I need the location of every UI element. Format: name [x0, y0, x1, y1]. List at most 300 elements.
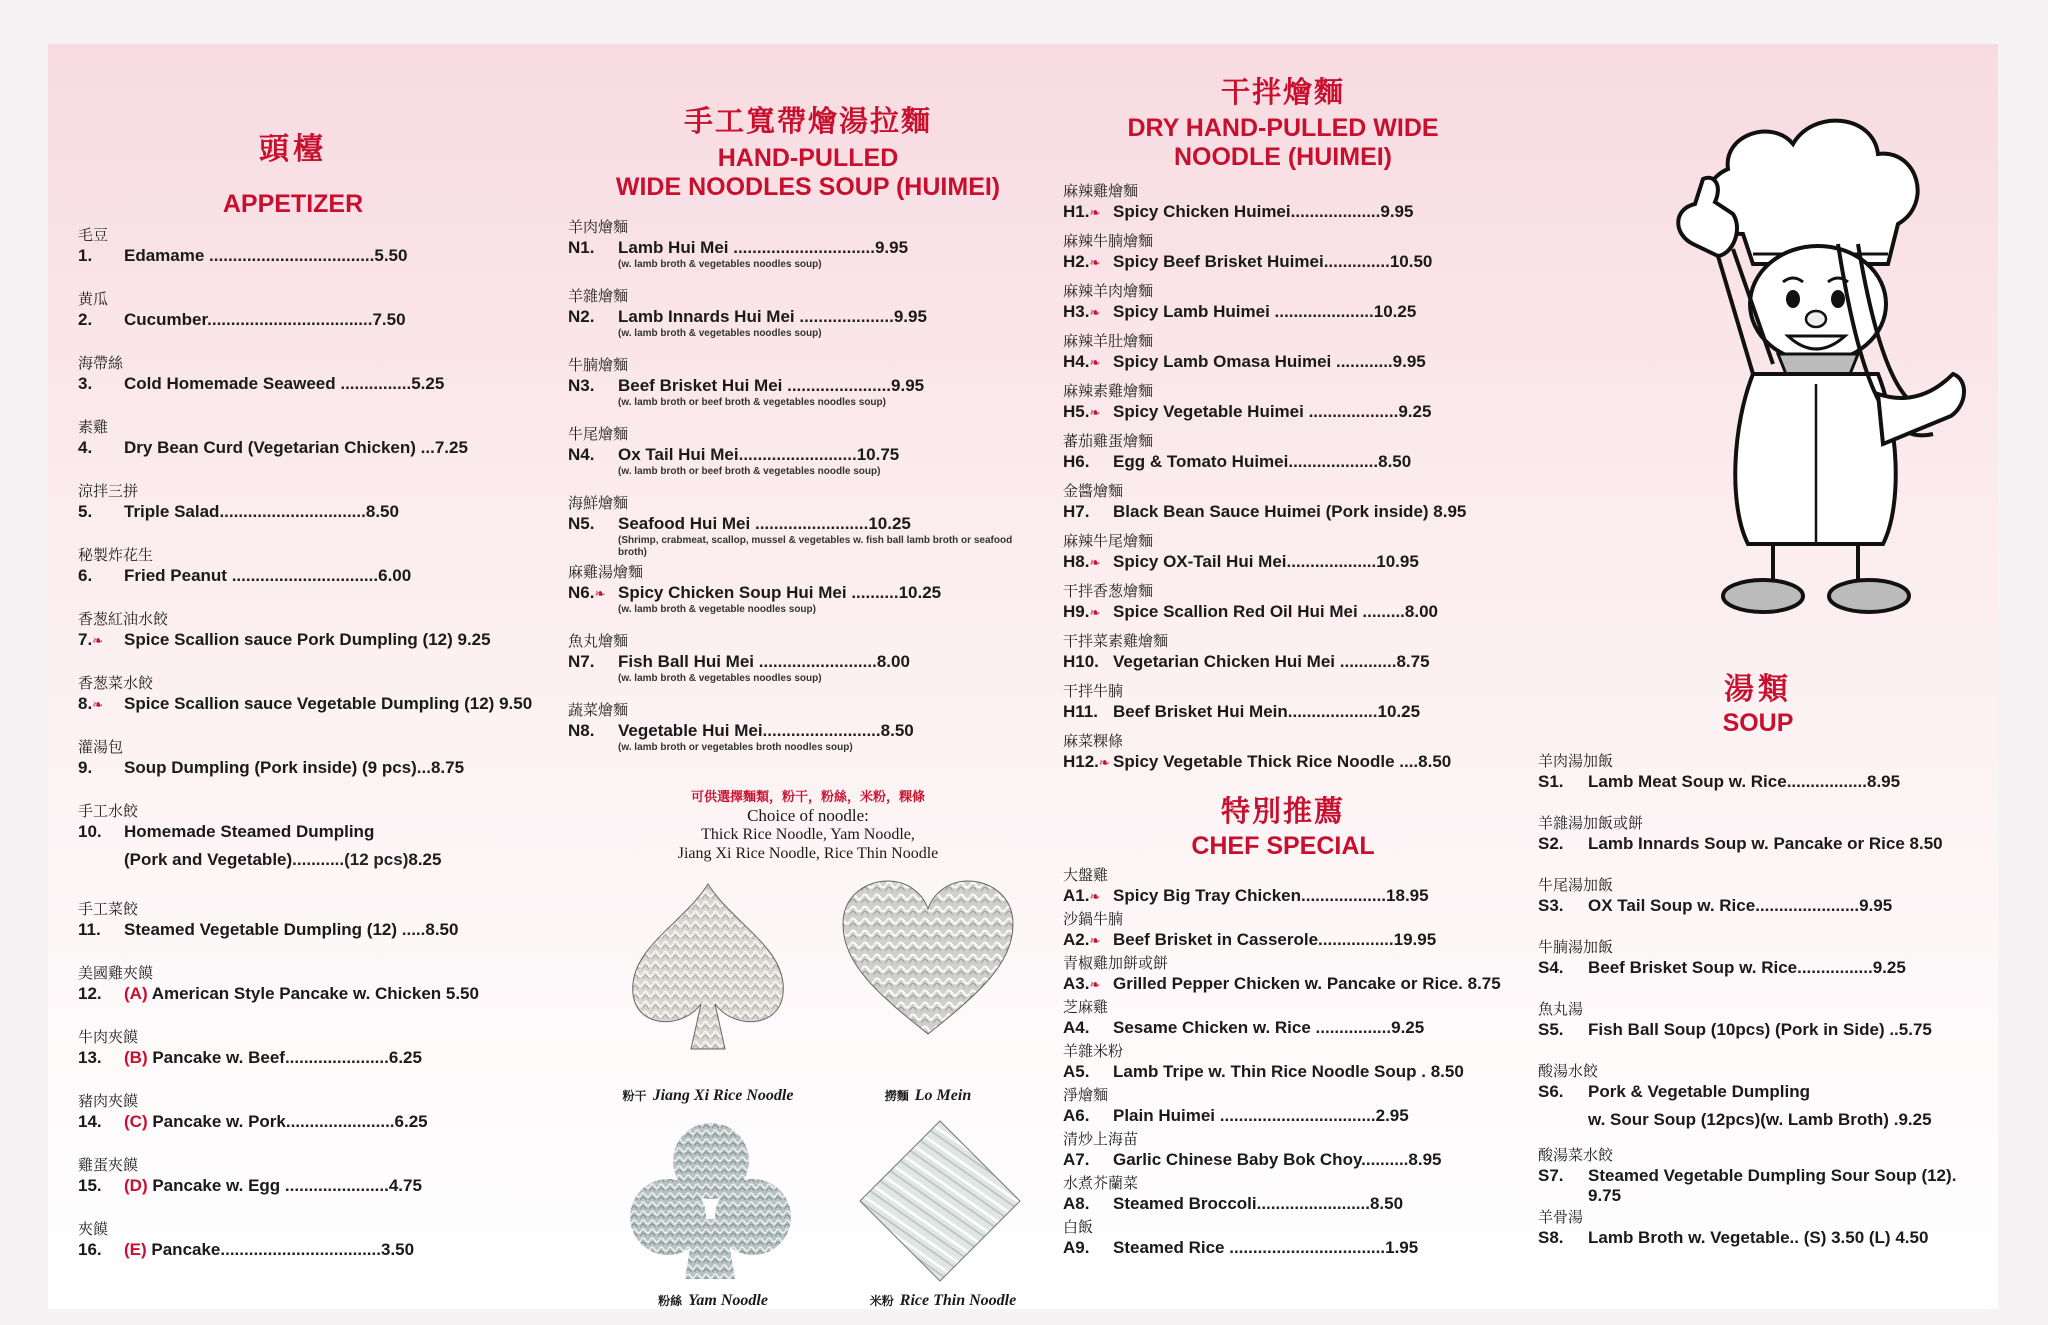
- item-cn-name: 麻雞湯燴麵: [568, 563, 644, 581]
- item-text: [1113, 252, 1493, 272]
- item-row: [78, 822, 548, 870]
- menu-item: [568, 699, 1038, 768]
- item-tag: (E): [124, 1240, 152, 1259]
- item-line2: [124, 850, 548, 870]
- item-row: [1063, 252, 1493, 272]
- item-price: 9.25: [1391, 1018, 1425, 1037]
- item-price: 8.75: [430, 758, 465, 777]
- menu-sheet: [48, 44, 1998, 1309]
- menu-item: [1063, 380, 1493, 430]
- item-name: Lamb Broth w. Vegetable.. (S) 3.50 (L): [1588, 1228, 1896, 1247]
- item-price: 8.50: [1369, 1194, 1404, 1213]
- chef-mascot-icon: [1633, 104, 1973, 624]
- item-text: [1113, 302, 1493, 322]
- item-number: H11.: [1063, 702, 1098, 721]
- item-price: 8.25: [408, 850, 442, 869]
- item-dots: ............: [1339, 652, 1397, 671]
- item-cn-name: 毛豆: [78, 226, 109, 244]
- item-number: H3.❧: [1063, 302, 1101, 321]
- item-name: Fish Ball Hui Mei: [618, 652, 759, 671]
- item-number: 12.: [78, 984, 102, 1003]
- item-line: [1113, 752, 1493, 772]
- item-dots: ...............................: [231, 566, 379, 585]
- menu-item: [1063, 680, 1493, 730]
- item-price: 8.50: [1909, 834, 1943, 853]
- item-text: [1113, 552, 1493, 572]
- item-line: [618, 445, 1038, 465]
- item-price: 9.75: [1588, 1186, 1622, 1205]
- item-text: [1588, 1082, 1988, 1130]
- item-cn-name: 羊骨湯: [1538, 1208, 1584, 1226]
- item-number: A8.: [1063, 1194, 1090, 1213]
- menu-item: [1063, 430, 1493, 480]
- item-cn-name: 羊肉燴麵: [568, 218, 629, 236]
- item-cn-name: 灌湯包: [78, 738, 124, 756]
- item-dots: ...........(12 pcs): [292, 850, 409, 869]
- item-name: Pork & Vegetable Dumpling: [1588, 1082, 1810, 1101]
- item-dots: ............: [1335, 352, 1393, 371]
- menu-item: [78, 416, 548, 480]
- item-number: N4.: [568, 445, 595, 464]
- menu-item: [1063, 530, 1493, 580]
- item-name: Beef Brisket Hui Mein: [1113, 702, 1288, 721]
- item-name: Pancake w. Pork: [152, 1112, 286, 1131]
- item-dots: ................: [1797, 958, 1873, 977]
- item-line: [1588, 1082, 1988, 1102]
- item-cn-name: 牛腩燴麵: [568, 356, 629, 374]
- item-row: [1063, 402, 1493, 422]
- item-price: 9.25: [1872, 958, 1906, 977]
- item-text: [1113, 452, 1493, 472]
- item-text: [124, 920, 548, 940]
- item-tag: (D): [124, 1176, 153, 1195]
- item-text: [124, 694, 548, 714]
- item-line: [1113, 886, 1503, 906]
- item-line: [1113, 1238, 1503, 1258]
- item-row: [568, 376, 1038, 409]
- item-cn-name: 淨燴麵: [1063, 1086, 1109, 1104]
- item-row: [1538, 1228, 1988, 1248]
- menu-item: [1538, 936, 1988, 998]
- item-number: A7.: [1063, 1150, 1090, 1169]
- item-line: [1588, 1166, 1988, 1206]
- item-name: Spicy Chicken Soup Hui Mei: [618, 583, 852, 602]
- item-line: [1113, 552, 1493, 572]
- chili-pepper-icon: ❧: [1089, 205, 1101, 220]
- item-number: S7.: [1538, 1166, 1564, 1185]
- item-description: (w. lamb broth or beef broth & vegetables noodles soup): [618, 397, 886, 408]
- item-price: 9.50: [499, 694, 533, 713]
- item-dots: ...............................: [219, 502, 366, 521]
- noodle-soup-title: [568, 144, 1048, 202]
- item-row: [78, 758, 548, 778]
- item-cn-name: 酸湯菜水餃: [1538, 1146, 1614, 1164]
- item-cn-name: 酸湯水餃: [1538, 1062, 1599, 1080]
- item-dots: ...................: [1290, 202, 1381, 221]
- noodle-choice: [568, 806, 1048, 863]
- menu-item: [1063, 864, 1503, 908]
- club-noodle-picture: [623, 1119, 798, 1284]
- item-cn-name: 麻辣羊肉燴麵: [1063, 282, 1154, 300]
- item-line: [124, 1240, 548, 1260]
- item-line: [124, 1176, 548, 1196]
- item-number: H10.: [1063, 652, 1099, 671]
- menu-item: [568, 285, 1038, 354]
- chili-pepper-icon: ❧: [1089, 889, 1101, 904]
- item-number: N2.: [568, 307, 595, 326]
- item-name: Spicy Vegetable Thick Rice Noodle: [1113, 752, 1400, 771]
- rice-thin-noodle-caption: [838, 1292, 1048, 1310]
- item-cn-name: 香葱紅油水餃: [78, 610, 169, 628]
- item-line: [1113, 602, 1493, 622]
- item-price: 9.95: [1859, 896, 1893, 915]
- item-line2: [1588, 1110, 1988, 1130]
- item-name-line2: w. Sour Soup (12pcs)(w. Lamb Broth): [1588, 1110, 1894, 1129]
- item-text: [124, 1048, 548, 1068]
- item-name: Ox Tail Hui Mei: [618, 445, 739, 464]
- menu-item: [1063, 630, 1493, 680]
- item-line: [1588, 772, 1988, 792]
- item-row: [568, 652, 1038, 685]
- item-description: (w. lamb broth & vegetables noodles soup): [618, 328, 822, 339]
- item-description: (Shrimp, crabmeat, scallop, mussel & vegetables w. fish ball lamb broth or seafood broth): [618, 535, 1013, 558]
- item-text: [124, 502, 548, 522]
- item-cn-name: 魚丸湯: [1538, 1000, 1584, 1018]
- item-number: A1.❧: [1063, 886, 1101, 905]
- item-name: Pancake w. Egg: [152, 1176, 285, 1195]
- item-name: Steamed Broccoli: [1113, 1194, 1257, 1213]
- item-name: Pancake: [151, 1240, 221, 1259]
- item-row: [78, 920, 548, 940]
- item-line: [124, 502, 548, 522]
- item-text: [618, 721, 1038, 754]
- item-text: [1113, 974, 1503, 994]
- item-cn-name: 干拌牛腩: [1063, 682, 1124, 700]
- item-name: Spicy Chicken Huimei: [1113, 202, 1291, 221]
- item-tag: (C): [124, 1112, 153, 1131]
- caption-cn: 米粉: [869, 1294, 894, 1308]
- item-dots: ....................: [799, 307, 894, 326]
- menu-item: [1538, 812, 1988, 874]
- item-line: [618, 514, 1038, 534]
- item-line: [1113, 702, 1493, 722]
- item-cn-name: 牛尾湯加飯: [1538, 876, 1614, 894]
- item-cn-name: 金醬燴麵: [1063, 482, 1124, 500]
- item-price: 3.50: [380, 1240, 415, 1259]
- item-row: [78, 1240, 548, 1260]
- item-row: [568, 583, 1038, 616]
- item-dots: .....: [401, 920, 426, 939]
- item-name: Homemade Steamed Dumpling: [124, 822, 375, 841]
- item-dots: ..........: [1361, 1150, 1409, 1169]
- menu-item: [78, 736, 548, 800]
- soup-cn-title: 湯類: [1724, 672, 1792, 707]
- item-price: 8.50: [880, 721, 914, 740]
- menu-item: [1063, 1040, 1503, 1084]
- item-name: Dry Bean Curd (Vegetarian Chicken): [124, 438, 421, 457]
- item-number: H1.❧: [1063, 202, 1101, 221]
- item-name: Vegetarian Chicken Hui Mei: [1113, 652, 1340, 671]
- menu-item: [1538, 1206, 1988, 1268]
- item-line: [618, 376, 1038, 396]
- item-row: [78, 984, 548, 1004]
- item-dots: ..............................: [733, 238, 875, 257]
- item-text: [1113, 1238, 1503, 1258]
- item-cn-name: 羊雜燴麵: [568, 287, 629, 305]
- menu-item: [1538, 1144, 1988, 1206]
- item-name: Steamed Vegetable Dumpling Sour Soup (12): [1588, 1166, 1952, 1185]
- item-number: N5.: [568, 514, 595, 533]
- menu-item: [78, 898, 548, 962]
- item-dots: ..........: [851, 583, 899, 602]
- item-dots: .........: [1362, 602, 1405, 621]
- item-line: [1113, 930, 1503, 950]
- item-row: [78, 502, 548, 522]
- item-line: [1588, 1228, 1988, 1248]
- item-price: 10.25: [1373, 302, 1417, 321]
- item-line: [618, 583, 1038, 603]
- item-number: H12.❧: [1063, 752, 1110, 771]
- item-text: [618, 376, 1038, 409]
- item-cn-name: 牛腩湯加飯: [1538, 938, 1614, 956]
- item-line: [124, 246, 548, 266]
- item-number: 1.: [78, 246, 93, 265]
- appetizer-list: [78, 224, 548, 1282]
- item-price: 10.25: [1377, 702, 1421, 721]
- item-dots: ........................: [754, 514, 869, 533]
- item-dots: ..: [1889, 1020, 1899, 1039]
- noodle-soup-list: [568, 216, 1038, 768]
- item-tag: (A): [124, 984, 152, 1003]
- item-dots: ..................: [1301, 886, 1387, 905]
- item-row: [1063, 1150, 1503, 1170]
- item-cn-name: 羊雜米粉: [1063, 1042, 1124, 1060]
- item-price: 7.50: [372, 310, 406, 329]
- item-dots: ...................................: [207, 310, 373, 329]
- item-cn-name: 干拌菜素雞燴麵: [1063, 632, 1169, 650]
- item-text: [1113, 502, 1493, 522]
- item-name: Spicy OX-Tail Hui Mei: [1113, 552, 1287, 571]
- item-number: S8.: [1538, 1228, 1564, 1247]
- diamond-noodle-picture: [858, 1119, 1023, 1284]
- item-text: [124, 310, 548, 330]
- item-dots: ...................: [1286, 552, 1377, 571]
- item-line: [124, 438, 548, 458]
- item-row: [1063, 1194, 1503, 1214]
- item-text: [1113, 352, 1493, 372]
- yam-noodle-caption: [618, 1292, 808, 1310]
- item-cn-name: 白飯: [1063, 1218, 1094, 1236]
- item-price: 8.95: [1433, 502, 1467, 521]
- item-name: Lamb Meat Soup w. Rice: [1588, 772, 1787, 791]
- item-number: 16.: [78, 1240, 102, 1259]
- item-row: [78, 310, 548, 330]
- item-row: [1063, 702, 1493, 722]
- item-price: 8.75: [1396, 652, 1430, 671]
- appetizer-title: APPETIZER: [222, 190, 364, 218]
- item-name: Spicy Beef Brisket Huimei: [1113, 252, 1324, 271]
- item-row: [568, 445, 1038, 478]
- item-number: 10.: [78, 822, 102, 841]
- item-name: Spice Scallion Red Oil Hui Mei: [1113, 602, 1363, 621]
- menu-item: [1063, 908, 1503, 952]
- item-dots: .......................: [285, 1112, 395, 1131]
- item-cn-name: 羊肉湯加飯: [1538, 752, 1614, 770]
- item-price: 1.95: [1385, 1238, 1419, 1257]
- dry-noodle-title: [1063, 114, 1503, 172]
- item-text: [1113, 702, 1493, 722]
- item-line: [124, 694, 548, 714]
- noodle-choice-title: Choice of noodle:: [747, 806, 869, 825]
- noodle-soup-title-line2: WIDE NOODLES SOUP (HUIMEI): [615, 172, 1001, 201]
- item-text: [1588, 958, 1988, 978]
- item-cn-name: 麻辣牛尾燴麵: [1063, 532, 1154, 550]
- item-text: [1113, 202, 1493, 222]
- item-dots: ................: [1315, 1018, 1392, 1037]
- item-price: 18.95: [1386, 886, 1429, 905]
- menu-item: [1538, 1060, 1988, 1144]
- item-name: Lamb Innards Hui Mei: [618, 307, 800, 326]
- item-name: Grilled Pepper Chicken w. Pancake or Rice: [1113, 974, 1459, 993]
- item-text: [124, 984, 548, 1004]
- item-text: [1588, 896, 1988, 916]
- menu-item: [78, 288, 548, 352]
- item-row: [1063, 502, 1493, 522]
- item-row: [1063, 352, 1493, 372]
- item-cn-name: 牛尾燴麵: [568, 425, 629, 443]
- item-price: 5.50: [374, 246, 408, 265]
- item-dots: ..................................: [220, 1240, 381, 1259]
- item-dots: ...................: [1288, 452, 1379, 471]
- item-line: [124, 1112, 548, 1132]
- item-number: H4.❧: [1063, 352, 1101, 371]
- menu-item: [1063, 180, 1493, 230]
- item-row: [568, 721, 1038, 754]
- item-line: [1113, 974, 1503, 994]
- item-dots: .....................: [1274, 302, 1374, 321]
- item-description: (w. lamb broth & vegetables noodles soup): [618, 673, 822, 684]
- menu-item: [1063, 230, 1493, 280]
- item-number: 7.❧: [78, 630, 104, 649]
- item-dots: ...................: [1308, 402, 1399, 421]
- item-text: [618, 238, 1038, 271]
- item-number: N6.❧: [568, 583, 606, 602]
- item-line: [124, 310, 548, 330]
- item-text: [1113, 1062, 1503, 1082]
- item-number: 2.: [78, 310, 93, 329]
- item-name: Vegetable Hui Mei: [618, 721, 763, 740]
- item-cn-name: 魚丸燴麵: [568, 632, 629, 650]
- menu-item: [1063, 952, 1503, 996]
- item-row: [1538, 1166, 1988, 1206]
- menu-item: [78, 480, 548, 544]
- menu-item: [78, 1090, 548, 1154]
- item-line: [1113, 1194, 1503, 1214]
- item-text: [1588, 1166, 1988, 1206]
- item-text: [124, 1112, 548, 1132]
- chili-pepper-icon: ❧: [1098, 755, 1110, 770]
- item-name: Spice Scallion sauce Vegetable Dumpling (12): [124, 694, 500, 713]
- item-line: [124, 630, 548, 650]
- item-dots: ......................: [787, 376, 892, 395]
- item-row: [78, 374, 548, 394]
- item-dots: ....: [1399, 752, 1419, 771]
- item-dots: .: [1893, 1110, 1899, 1129]
- item-dots: .................................: [1229, 1238, 1386, 1257]
- caption-label: Jiang Xi Rice Noodle: [652, 1087, 794, 1104]
- item-cn-name: 麻辣素雞燴麵: [1063, 382, 1154, 400]
- item-number: N1.: [568, 238, 595, 257]
- menu-item: [78, 672, 548, 736]
- item-row: [1063, 1106, 1503, 1126]
- item-row: [568, 307, 1038, 340]
- chili-pepper-icon: ❧: [92, 697, 104, 712]
- item-line: [124, 758, 548, 778]
- item-text: [1113, 930, 1503, 950]
- appetizer-cn-title: 頭檯: [259, 132, 327, 167]
- item-row: [1063, 1238, 1503, 1258]
- item-number: 4.: [78, 438, 93, 457]
- item-price: 9.95: [893, 307, 927, 326]
- item-dots: .: [1421, 1062, 1431, 1081]
- item-number: S1.: [1538, 772, 1564, 791]
- item-name: Spicy Lamb Omasa Huimei: [1113, 352, 1336, 371]
- menu-item: [1063, 480, 1493, 530]
- noodle-choice-line2: Jiang Xi Rice Noodle, Rice Thin Noodle: [677, 845, 939, 862]
- item-name: Garlic Chinese Baby Bok Choy: [1113, 1150, 1362, 1169]
- item-text: [618, 307, 1038, 340]
- dry-noodle-cn-title: 干拌燴麵: [1220, 75, 1345, 109]
- item-number: 13.: [78, 1048, 102, 1067]
- item-row: [1538, 958, 1988, 978]
- soup-title: SOUP: [1722, 709, 1794, 737]
- menu-item: [78, 1026, 548, 1090]
- item-text: [618, 445, 1038, 478]
- item-dots: .: [1951, 1166, 1957, 1185]
- spade-noodle-picture: [623, 879, 793, 1054]
- item-number: 6.: [78, 566, 93, 585]
- item-description: (w. lamb broth or vegetables broth noodles soup): [618, 742, 853, 753]
- item-cn-name: 豬肉夾饃: [78, 1092, 139, 1110]
- item-text: [1113, 602, 1493, 622]
- item-cn-name: 夾饃: [78, 1220, 109, 1238]
- item-text: [1113, 652, 1493, 672]
- item-number: 15.: [78, 1176, 102, 1195]
- menu-item: [78, 962, 548, 1026]
- item-cn-name: 秘製炸花生: [78, 546, 154, 564]
- item-price: 9.95: [1392, 352, 1426, 371]
- caption-cn: 撈麵: [884, 1089, 909, 1103]
- item-line: [1113, 202, 1493, 222]
- item-row: [78, 1176, 548, 1196]
- item-row: [568, 514, 1038, 559]
- item-row: [78, 1112, 548, 1132]
- menu-item: [1063, 1216, 1503, 1260]
- item-row: [1063, 452, 1493, 472]
- item-number: H7.: [1063, 502, 1090, 521]
- item-row: [1063, 886, 1503, 906]
- item-name: Seafood Hui Mei: [618, 514, 755, 533]
- item-name: American Style Pancake w. Chicken: [151, 984, 446, 1003]
- item-price: 8.75: [1467, 974, 1501, 993]
- item-number: N7.: [568, 652, 595, 671]
- item-cn-name: 大盤雞: [1063, 866, 1109, 884]
- item-name: Spicy Lamb Huimei: [1113, 302, 1275, 321]
- caption-label: Lo Mein: [914, 1087, 972, 1104]
- item-number: A3.❧: [1063, 974, 1101, 993]
- heart-noodle-picture: [838, 879, 1018, 1039]
- item-text: [124, 566, 548, 586]
